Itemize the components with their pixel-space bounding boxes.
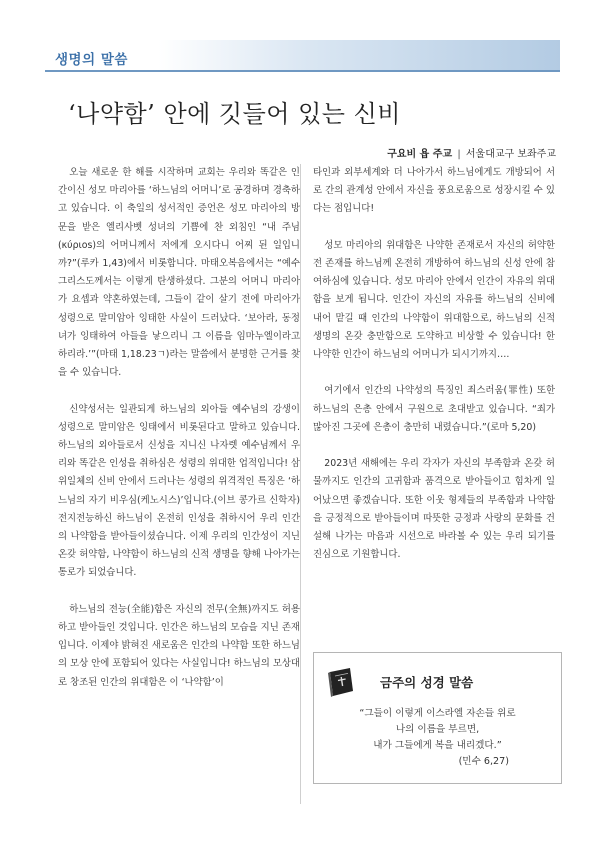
verse-box-title: 금주의 성경 말씀 bbox=[380, 675, 474, 690]
author-byline bbox=[387, 145, 556, 160]
section-label: 생명의 말씀 bbox=[55, 52, 128, 68]
verse-line: 나의 이름을 부르면, bbox=[395, 724, 480, 735]
verse-reference: (민수 6,27) bbox=[458, 756, 509, 767]
author-name: 구요비 욥 주교 bbox=[387, 149, 453, 160]
verse-text bbox=[314, 706, 561, 770]
article-title: ‘나약함’ 안에 깃들어 있는 신비 bbox=[68, 100, 401, 128]
bible-icon bbox=[326, 666, 356, 698]
column-divider bbox=[300, 164, 301, 804]
weekly-verse-box bbox=[313, 652, 562, 784]
paragraph: 오늘 새로운 한 해를 시작하며 교회는 우리와 똑같은 인간이신 성모 마리아를 ‘하느님의 어머니’로 공경하며 경축하고 있습니다. 이 축일의 성서적인 증언은 성모 마리아의 방문을 받은 엘리사벳 성녀의 기쁨에 찬 외침인 “내 주님(κύριοs)의 어머니께서 저에게 오시다니 어찌 된 일입니까?”(루카 1,43)에서 비롯합니다. 마태오복음에서는 “예수 그리스도께서는 이렇게 탄생하셨다. 그분의 어머니 마리아가 요셉과 약혼하였는데, 그들이 같이 살기 전에 마리아가 성령으로 말미암아 잉태한 사실이 드러났다. ‘보아라, 동정녀가 잉태하여 아들을 낳으리니 그 이름을 임마누엘이라고 하리라.’”(마태 1,18.23ㄱ)라는 말씀에서 분명한 근거를 찾을 수 있습니다. bbox=[58, 167, 300, 379]
article-column-left bbox=[58, 164, 300, 710]
author-role: 서울대교구 보좌주교 bbox=[465, 149, 556, 160]
paragraph: 2023년 새해에는 우리 각자가 자신의 부족함과 온갖 허물까지도 인간의 고귀함과 품격으로 받아들이고 힘차게 일어났으면 좋겠습니다. 또한 이웃 형제들의 부족함과 나약함을 긍정적으로 받아들이며 따뜻한 긍정과 사랑의 문화를 건설해 나가는 마음과 시선으로 바라볼 수 있는 우리 되기를 진심으로 기원합니다. bbox=[313, 458, 555, 561]
paragraph: 여기에서 인간의 나약성의 특징인 죄스러움(罪性) 또한 하느님의 은총 안에서 구원으로 초대받고 있습니다. “죄가 많아진 그곳에 은총이 충만히 내렸습니다.”(로마 5,20) bbox=[313, 385, 555, 433]
paragraph: 하느님의 전능(全能)함은 자신의 전무(全無)까지도 허용하고 받아들인 것입니다. 인간은 하느님의 모습을 지닌 존재입니다. 이제야 밝혀진 새로움은 인간의 나약함 또한 하느님의 모상 안에 포함되어 있다는 사실입니다! 하느님의 모상대로 창조된 인간의 위대함은 이 ‘나약함’이 bbox=[58, 603, 300, 688]
article-column-right bbox=[313, 164, 555, 583]
paragraph: 타인과 외부세계와 더 나아가서 하느님에게도 개방되어 서로 간의 관계성 안에서 자신을 풍요로움으로 성장시킬 수 있다는 점입니다! bbox=[313, 167, 555, 215]
paragraph: 신약성서는 일관되게 하느님의 외아들 예수님의 강생이 성령으로 말미암은 잉태에서 비롯된다고 말하고 있습니다. 하느님의 외아들로서 신성을 지니신 나자렛 예수님께서 우리와 똑같은 인성을 취하심은 성령의 위대한 업적입니다! 삼위일체의 신비 안에서 드러나는 성령의 위격적인 특징은 ‘하느님의 자기 비우심(케노시스)’입니다.(이브 콩가르 신학자) 전지전능하신 하느님이 온전히 인성을 취하시어 우리 인간의 나약함을 받아들이셨습니다. 이제 우리의 인간성이 지닌 온갖 허약함, 나약함이 하느님의 신적 생명을 향해 나아가는 통로가 되었습니다. bbox=[58, 403, 300, 579]
verse-line: 내가 그들에게 복을 내리겠다.” bbox=[373, 740, 502, 751]
byline-separator: | bbox=[457, 149, 461, 160]
verse-line: “그들이 이렇게 이스라엘 자손들 위로 bbox=[359, 708, 516, 719]
paragraph: 성모 마리아의 위대함은 나약한 존재로서 자신의 허약한 전 존재를 하느님께 온전히 개방하여 하느님의 신성 안에 참여하심에 있습니다. 성모 마리아 안에서 인간이 자유의 위대함을 보게 됩니다. 인간이 자신의 자유를 하느님의 신비에 내어 맡길 때 인간의 나약함이 위대함으로, 하느님의 신적 생명의 온갖 충만함으로 도약하고 비상할 수 있습니다! 한 나약한 인간이 하느님의 어머니가 되시기까지…. bbox=[313, 239, 555, 361]
